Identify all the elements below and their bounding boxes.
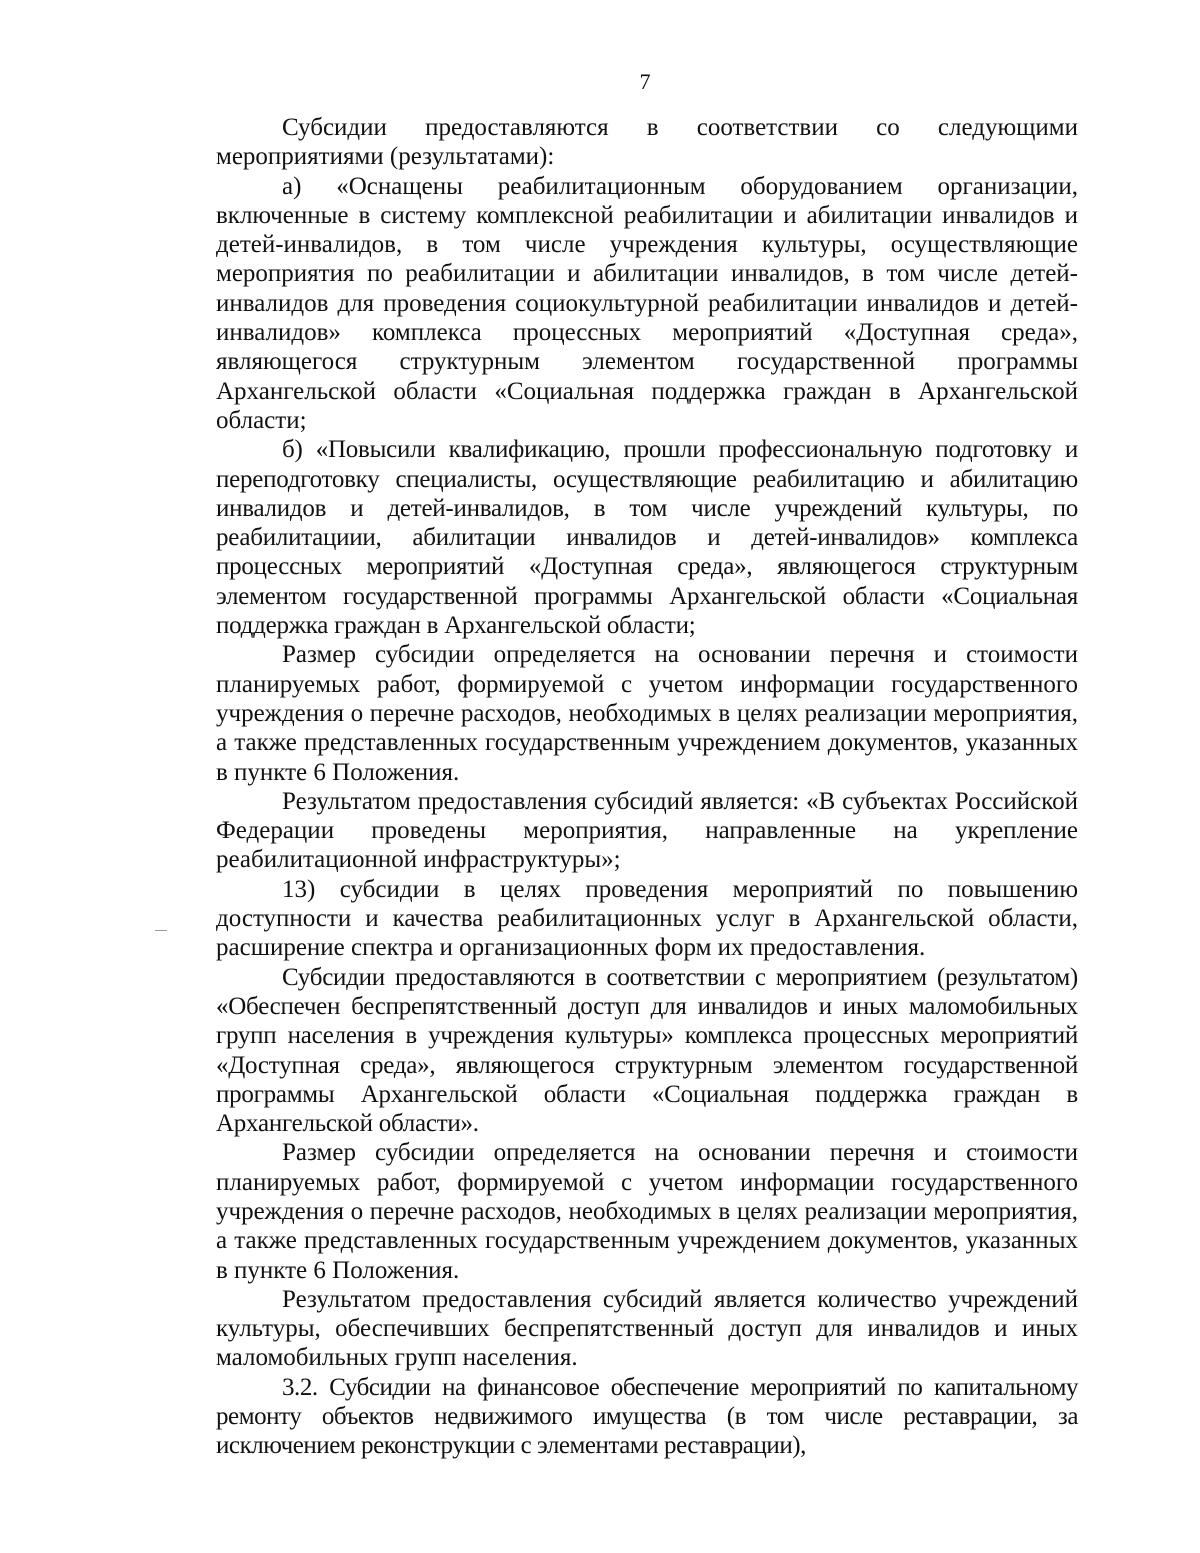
- paragraph-item-13: 13) субсидии в целях проведения мероприятий по повышению доступности и качества реабилитационных услуг в Архангельской области, расширение спектра и организационных форм их предоставления.: [216, 875, 1078, 962]
- document-body: [216, 113, 1078, 1461]
- page-number: 7: [639, 69, 651, 94]
- paragraph-section-3-2: 3.2. Субсидии на финансовое обеспечение мероприятий по капитальному ремонту объектов недвижимого имущества (в том числе реставрации, за исключением реконструкции с элементами реставрации),: [216, 1373, 1078, 1460]
- paragraph-subsidy-size-1: Размер субсидии определяется на основании перечня и стоимости планируемых работ, формируемой с учетом информации государственного учреждения о перечне расходов, необходимых в целях реализации мероприятия, а также представленных государственным учреждением документов, указанных в пункте 6 Положения.: [216, 641, 1078, 786]
- paragraph-item-a: а) «Оснащены реабилитационным оборудованием организации, включенные в систему комплексной реабилитации и абилитации инвалидов и детей-инвалидов, в том числе учреждения культуры, осуществляющие мероприятия по реабилитации и абилитации инвалидов, в том числе детей-инвалидов для проведения социокультурной реабилитации инвалидов и детей-инвалидов» комплекса процессных мероприятий «Доступная среда», являющегося структурным элементом государственной программы Архангельской области «Социальная поддержка граждан в Архангельской области;: [216, 172, 1078, 434]
- scan-artifact-mark: [155, 930, 167, 931]
- paragraph-subsidies-event-2: Субсидии предоставляются в соответствии с мероприятием (результатом) «Обеспечен беспрепятственный доступ для инвалидов и иных маломобильных групп населения в учреждения культуры» комплекса процессных мероприятий «Доступная среда», являющегося структурным элементом государственной программы Архангельской области «Социальная поддержка граждан в Архангельской области».: [216, 963, 1078, 1138]
- paragraph-result-1: Результатом предоставления субсидий является: «В субъектах Российской Федерации проведены мероприятия, направленные на укрепление реабилитационной инфраструктуры»;: [216, 787, 1078, 874]
- paragraph-item-b: б) «Повысили квалификацию, прошли профессиональную подготовку и переподготовку специалисты, осуществляющие реабилитацию и абилитацию инвалидов и детей-инвалидов, в том числе учреждений культуры, по реабилитациии, абилитации инвалидов и детей-инвалидов» комплекса процессных мероприятий «Доступная среда», являющегося структурным элементом государственной программы Архангельской области «Социальная поддержка граждан в Архангельской области;: [216, 436, 1078, 640]
- paragraph-subsidy-size-2: Размер субсидии определяется на основании перечня и стоимости планируемых работ, формируемой с учетом информации государственного учреждения о перечне расходов, необходимых в целях реализации мероприятия, а также представленных государственным учреждением документов, указанных в пункте 6 Положения.: [216, 1139, 1078, 1284]
- paragraph-result-2: Результатом предоставления субсидий является количество учреждений культуры, обеспечивших беспрепятственный доступ для инвалидов и иных маломобильных групп населения.: [216, 1285, 1078, 1372]
- paragraph-subsidies-events-intro: Субсидии предоставляются в соответствии со следующими мероприятиями (результатами):: [216, 114, 1078, 171]
